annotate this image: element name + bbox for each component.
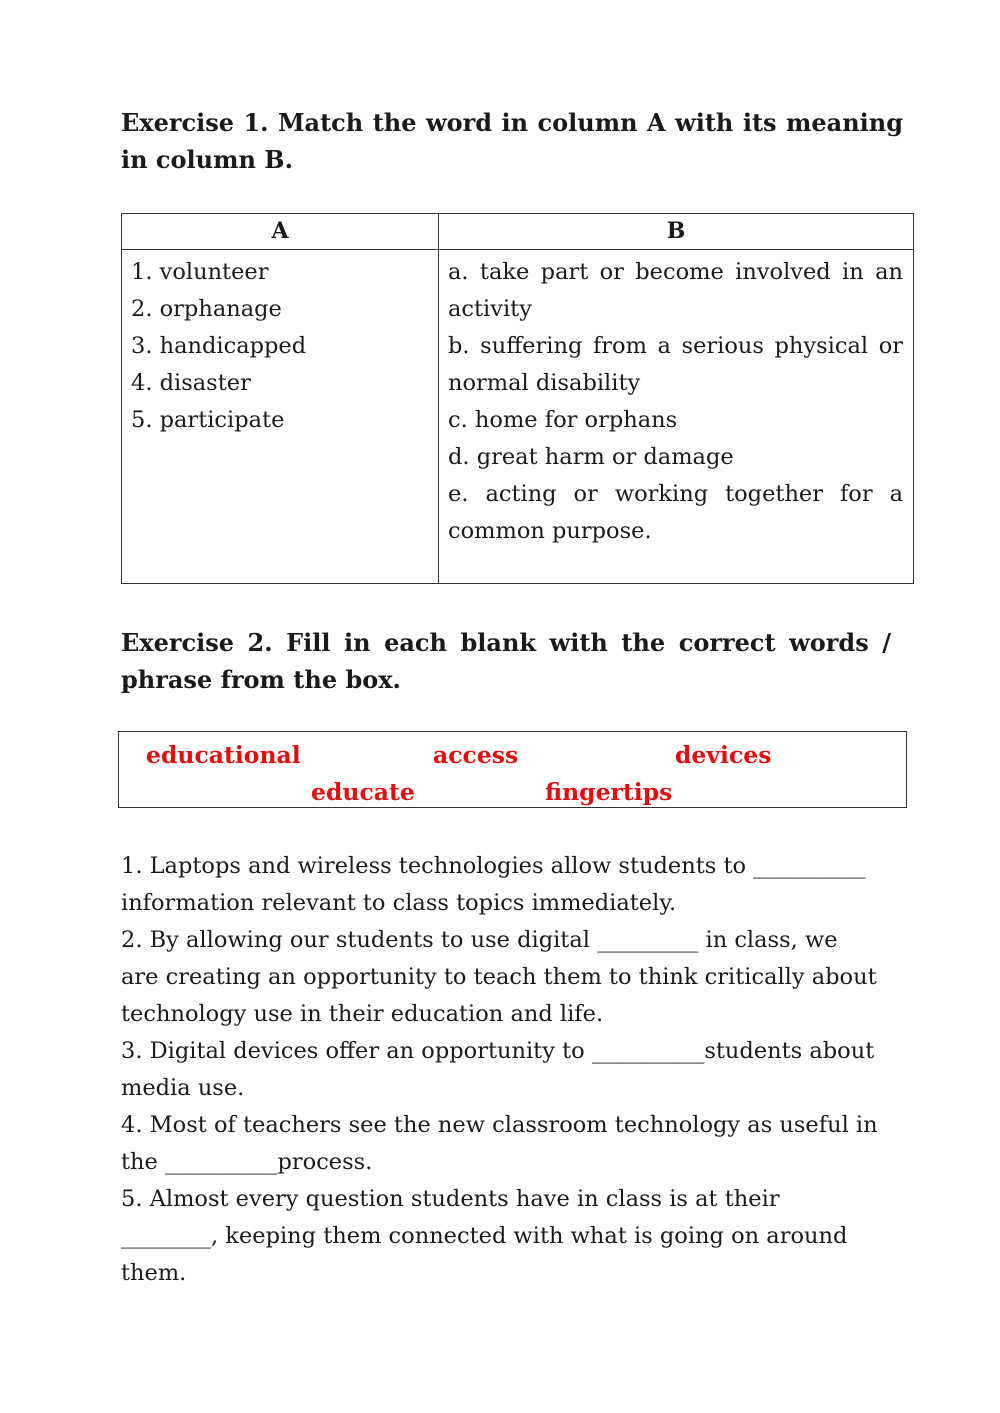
column-a-item: 2. orphanage bbox=[131, 296, 282, 322]
exercise-1-title: Exercise 1. Match the word in column A with its meaning in column B. bbox=[121, 108, 903, 174]
question-item: 5. Almost every question students have in class is at their ________, keeping them connected with what is going on around them. bbox=[121, 1186, 848, 1286]
column-b-item: e. acting or working together for a common purpose. bbox=[448, 481, 903, 544]
word-box-item: access bbox=[433, 741, 519, 769]
column-a-item: 1. volunteer bbox=[131, 259, 269, 285]
question-item: 4. Most of teachers see the new classroom technology as useful in the __________process. bbox=[121, 1112, 878, 1175]
column-b-cell bbox=[439, 250, 914, 584]
column-b-header: B bbox=[439, 214, 914, 250]
question-item: 2. By allowing our students to use digital _________ in class, we are creating an opportunity to teach them to think critically about technology use in their education and life. bbox=[121, 927, 877, 1027]
column-b-item: b. suffering from a serious physical or normal disability bbox=[448, 333, 903, 396]
question-list bbox=[121, 848, 881, 1292]
column-a-cell bbox=[122, 250, 439, 584]
column-a-item: 5. participate bbox=[131, 407, 285, 433]
word-box-item: educational bbox=[146, 741, 301, 769]
word-box-item: educate bbox=[311, 778, 415, 806]
matching-table bbox=[121, 213, 914, 584]
column-a-header: A bbox=[122, 214, 439, 250]
column-b-item: d. great harm or damage bbox=[448, 444, 734, 470]
column-a-item: 4. disaster bbox=[131, 370, 251, 396]
column-b-item: a. take part or become involved in an activity bbox=[448, 259, 903, 322]
word-box bbox=[118, 731, 907, 808]
word-box-item: devices bbox=[675, 741, 772, 769]
column-b-item: c. home for orphans bbox=[448, 407, 678, 433]
question-item: 3. Digital devices offer an opportunity to __________students about media use. bbox=[121, 1038, 875, 1101]
question-item: 1. Laptops and wireless technologies allow students to __________ information relevant to class topics immediately. bbox=[121, 853, 866, 916]
exercise-2-title: Exercise 2. Fill in each blank with the correct words / phrase from the box. bbox=[121, 628, 891, 694]
word-box-item: fingertips bbox=[545, 778, 673, 806]
column-a-item: 3. handicapped bbox=[131, 333, 307, 359]
